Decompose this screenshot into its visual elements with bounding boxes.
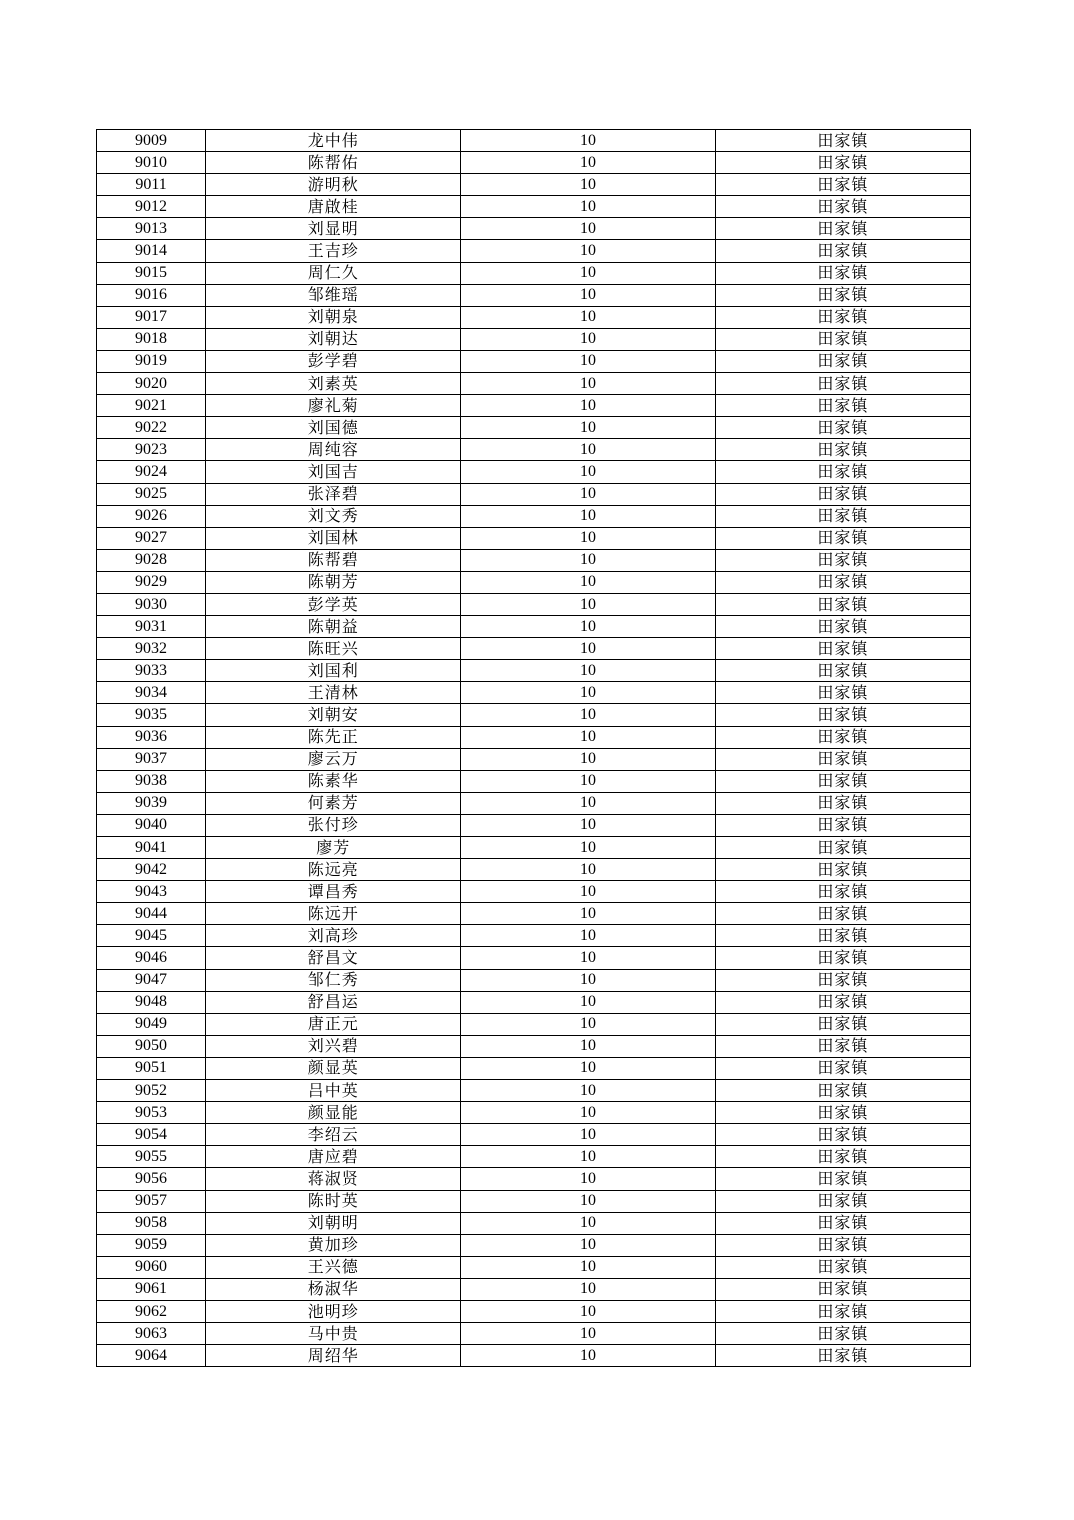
- table-row: [97, 1013, 971, 1035]
- table-row: [97, 306, 971, 328]
- cell-town: 田家镇: [715, 881, 970, 903]
- cell-name: 黄加珍: [206, 1234, 461, 1256]
- cell-amount: 10: [461, 1035, 715, 1057]
- cell-id: 9042: [97, 859, 206, 881]
- cell-id: 9029: [97, 571, 206, 593]
- cell-town: 田家镇: [715, 1124, 970, 1146]
- cell-id: 9024: [97, 461, 206, 483]
- cell-name: 王兴德: [206, 1256, 461, 1278]
- cell-amount: 10: [461, 439, 715, 461]
- cell-town: 田家镇: [715, 549, 970, 571]
- cell-town: 田家镇: [715, 350, 970, 372]
- cell-name: 何素芳: [206, 792, 461, 814]
- table-row: [97, 814, 971, 836]
- cell-name: 陈帮佑: [206, 152, 461, 174]
- cell-id: 9015: [97, 262, 206, 284]
- cell-name: 陈素华: [206, 770, 461, 792]
- cell-amount: 10: [461, 660, 715, 682]
- table-row: [97, 991, 971, 1013]
- cell-id: 9049: [97, 1013, 206, 1035]
- table-row: [97, 1212, 971, 1234]
- cell-amount: 10: [461, 549, 715, 571]
- cell-name: 彭学碧: [206, 350, 461, 372]
- cell-town: 田家镇: [715, 483, 970, 505]
- table-row: [97, 417, 971, 439]
- cell-id: 9016: [97, 284, 206, 306]
- cell-amount: 10: [461, 903, 715, 925]
- cell-amount: 10: [461, 571, 715, 593]
- cell-id: 9022: [97, 417, 206, 439]
- table-row: [97, 373, 971, 395]
- cell-id: 9063: [97, 1323, 206, 1345]
- cell-town: 田家镇: [715, 660, 970, 682]
- cell-id: 9052: [97, 1080, 206, 1102]
- cell-amount: 10: [461, 616, 715, 638]
- cell-id: 9010: [97, 152, 206, 174]
- cell-id: 9023: [97, 439, 206, 461]
- cell-name: 王吉珍: [206, 240, 461, 262]
- cell-id: 9054: [97, 1124, 206, 1146]
- cell-amount: 10: [461, 1212, 715, 1234]
- cell-town: 田家镇: [715, 328, 970, 350]
- cell-town: 田家镇: [715, 174, 970, 196]
- cell-id: 9020: [97, 373, 206, 395]
- cell-town: 田家镇: [715, 1345, 970, 1367]
- cell-amount: 10: [461, 881, 715, 903]
- cell-amount: 10: [461, 1190, 715, 1212]
- cell-name: 刘兴碧: [206, 1035, 461, 1057]
- table-row: [97, 1146, 971, 1168]
- cell-name: 谭昌秀: [206, 881, 461, 903]
- cell-name: 陈旺兴: [206, 638, 461, 660]
- cell-town: 田家镇: [715, 1256, 970, 1278]
- cell-town: 田家镇: [715, 130, 970, 152]
- cell-town: 田家镇: [715, 1323, 970, 1345]
- cell-amount: 10: [461, 395, 715, 417]
- cell-town: 田家镇: [715, 417, 970, 439]
- roster-table: [96, 129, 971, 1367]
- cell-town: 田家镇: [715, 527, 970, 549]
- table-row: [97, 1080, 971, 1102]
- cell-name: 舒昌文: [206, 947, 461, 969]
- cell-amount: 10: [461, 1124, 715, 1146]
- table-row: [97, 395, 971, 417]
- cell-id: 9057: [97, 1190, 206, 1212]
- cell-amount: 10: [461, 1146, 715, 1168]
- table-row: [97, 549, 971, 571]
- cell-amount: 10: [461, 505, 715, 527]
- cell-id: 9045: [97, 925, 206, 947]
- cell-town: 田家镇: [715, 616, 970, 638]
- cell-town: 田家镇: [715, 638, 970, 660]
- cell-amount: 10: [461, 1323, 715, 1345]
- cell-amount: 10: [461, 814, 715, 836]
- cell-town: 田家镇: [715, 461, 970, 483]
- table-row: [97, 1300, 971, 1322]
- cell-amount: 10: [461, 1080, 715, 1102]
- cell-id: 9012: [97, 196, 206, 218]
- cell-id: 9019: [97, 350, 206, 372]
- cell-name: 李绍云: [206, 1124, 461, 1146]
- cell-amount: 10: [461, 1013, 715, 1035]
- table-row: [97, 1323, 971, 1345]
- table-row: [97, 748, 971, 770]
- table-row: [97, 726, 971, 748]
- cell-name: 邹仁秀: [206, 969, 461, 991]
- cell-amount: 10: [461, 1256, 715, 1278]
- cell-name: 刘朝泉: [206, 306, 461, 328]
- cell-town: 田家镇: [715, 1080, 970, 1102]
- table-row: [97, 837, 971, 859]
- cell-name: 刘朝达: [206, 328, 461, 350]
- cell-id: 9039: [97, 792, 206, 814]
- table-row: [97, 1190, 971, 1212]
- cell-amount: 10: [461, 859, 715, 881]
- cell-amount: 10: [461, 1345, 715, 1367]
- cell-amount: 10: [461, 373, 715, 395]
- cell-name: 张泽碧: [206, 483, 461, 505]
- cell-id: 9058: [97, 1212, 206, 1234]
- cell-town: 田家镇: [715, 571, 970, 593]
- table-row: [97, 174, 971, 196]
- cell-name: 陈时英: [206, 1190, 461, 1212]
- table-row: [97, 1035, 971, 1057]
- cell-id: 9032: [97, 638, 206, 660]
- table-row: [97, 262, 971, 284]
- table-row: [97, 593, 971, 615]
- table-row: [97, 1345, 971, 1367]
- cell-town: 田家镇: [715, 991, 970, 1013]
- cell-id: 9041: [97, 837, 206, 859]
- cell-id: 9027: [97, 527, 206, 549]
- roster-table-body: [97, 130, 971, 1367]
- cell-id: 9040: [97, 814, 206, 836]
- cell-town: 田家镇: [715, 1300, 970, 1322]
- cell-amount: 10: [461, 350, 715, 372]
- table-row: [97, 770, 971, 792]
- cell-name: 龙中伟: [206, 130, 461, 152]
- cell-id: 9014: [97, 240, 206, 262]
- cell-id: 9013: [97, 218, 206, 240]
- cell-name: 刘素英: [206, 373, 461, 395]
- cell-town: 田家镇: [715, 373, 970, 395]
- cell-town: 田家镇: [715, 152, 970, 174]
- cell-name: 刘国利: [206, 660, 461, 682]
- table-row: [97, 483, 971, 505]
- cell-name: 蒋淑贤: [206, 1168, 461, 1190]
- cell-name: 刘文秀: [206, 505, 461, 527]
- cell-amount: 10: [461, 969, 715, 991]
- table-row: [97, 350, 971, 372]
- cell-town: 田家镇: [715, 284, 970, 306]
- cell-name: 张付珍: [206, 814, 461, 836]
- cell-name: 刘国德: [206, 417, 461, 439]
- table-row: [97, 969, 971, 991]
- table-row: [97, 1234, 971, 1256]
- cell-town: 田家镇: [715, 306, 970, 328]
- cell-id: 9030: [97, 593, 206, 615]
- table-row: [97, 328, 971, 350]
- cell-town: 田家镇: [715, 1013, 970, 1035]
- cell-town: 田家镇: [715, 770, 970, 792]
- cell-id: 9035: [97, 704, 206, 726]
- table-row: [97, 1057, 971, 1079]
- table-row: [97, 240, 971, 262]
- cell-amount: 10: [461, 306, 715, 328]
- cell-town: 田家镇: [715, 1212, 970, 1234]
- cell-town: 田家镇: [715, 1102, 970, 1124]
- table-row: [97, 903, 971, 925]
- cell-name: 池明珍: [206, 1300, 461, 1322]
- cell-town: 田家镇: [715, 1168, 970, 1190]
- cell-name: 周纯容: [206, 439, 461, 461]
- cell-id: 9026: [97, 505, 206, 527]
- cell-id: 9055: [97, 1146, 206, 1168]
- cell-id: 9044: [97, 903, 206, 925]
- cell-town: 田家镇: [715, 969, 970, 991]
- cell-amount: 10: [461, 682, 715, 704]
- cell-amount: 10: [461, 174, 715, 196]
- table-row: [97, 660, 971, 682]
- cell-amount: 10: [461, 417, 715, 439]
- cell-name: 刘朝安: [206, 704, 461, 726]
- cell-amount: 10: [461, 130, 715, 152]
- cell-id: 9034: [97, 682, 206, 704]
- cell-name: 唐正元: [206, 1013, 461, 1035]
- cell-amount: 10: [461, 218, 715, 240]
- table-row: [97, 505, 971, 527]
- cell-name: 陈先正: [206, 726, 461, 748]
- table-row: [97, 439, 971, 461]
- cell-id: 9048: [97, 991, 206, 1013]
- cell-amount: 10: [461, 1278, 715, 1300]
- cell-id: 9036: [97, 726, 206, 748]
- cell-name: 吕中英: [206, 1080, 461, 1102]
- cell-amount: 10: [461, 461, 715, 483]
- cell-amount: 10: [461, 748, 715, 770]
- cell-id: 9056: [97, 1168, 206, 1190]
- cell-amount: 10: [461, 328, 715, 350]
- cell-name: 刘高珍: [206, 925, 461, 947]
- cell-amount: 10: [461, 947, 715, 969]
- cell-amount: 10: [461, 483, 715, 505]
- cell-id: 9009: [97, 130, 206, 152]
- cell-town: 田家镇: [715, 1234, 970, 1256]
- cell-amount: 10: [461, 262, 715, 284]
- cell-id: 9060: [97, 1256, 206, 1278]
- cell-id: 9017: [97, 306, 206, 328]
- cell-amount: 10: [461, 638, 715, 660]
- cell-town: 田家镇: [715, 748, 970, 770]
- table-row: [97, 571, 971, 593]
- cell-town: 田家镇: [715, 726, 970, 748]
- table-row: [97, 152, 971, 174]
- cell-name: 游明秋: [206, 174, 461, 196]
- cell-id: 9011: [97, 174, 206, 196]
- cell-amount: 10: [461, 240, 715, 262]
- cell-id: 9043: [97, 881, 206, 903]
- cell-amount: 10: [461, 1300, 715, 1322]
- cell-town: 田家镇: [715, 439, 970, 461]
- table-row: [97, 704, 971, 726]
- table-row: [97, 196, 971, 218]
- cell-name: 唐应碧: [206, 1146, 461, 1168]
- cell-id: 9021: [97, 395, 206, 417]
- cell-amount: 10: [461, 837, 715, 859]
- cell-id: 9062: [97, 1300, 206, 1322]
- cell-name: 邹维瑶: [206, 284, 461, 306]
- table-row: [97, 792, 971, 814]
- cell-town: 田家镇: [715, 240, 970, 262]
- cell-amount: 10: [461, 726, 715, 748]
- cell-name: 杨淑华: [206, 1278, 461, 1300]
- cell-town: 田家镇: [715, 218, 970, 240]
- cell-name: 舒昌运: [206, 991, 461, 1013]
- cell-id: 9059: [97, 1234, 206, 1256]
- cell-town: 田家镇: [715, 1057, 970, 1079]
- table-row: [97, 527, 971, 549]
- table-row: [97, 1168, 971, 1190]
- cell-amount: 10: [461, 593, 715, 615]
- cell-id: 9031: [97, 616, 206, 638]
- cell-town: 田家镇: [715, 593, 970, 615]
- table-row: [97, 925, 971, 947]
- table-row: [97, 859, 971, 881]
- cell-amount: 10: [461, 1102, 715, 1124]
- cell-town: 田家镇: [715, 196, 970, 218]
- cell-town: 田家镇: [715, 1190, 970, 1212]
- cell-amount: 10: [461, 925, 715, 947]
- cell-town: 田家镇: [715, 505, 970, 527]
- table-row: [97, 682, 971, 704]
- cell-name: 刘国吉: [206, 461, 461, 483]
- cell-id: 9018: [97, 328, 206, 350]
- cell-name: 廖云万: [206, 748, 461, 770]
- cell-name: 颜显英: [206, 1057, 461, 1079]
- cell-town: 田家镇: [715, 395, 970, 417]
- cell-name: 廖礼菊: [206, 395, 461, 417]
- cell-name: 陈朝益: [206, 616, 461, 638]
- table-row: [97, 461, 971, 483]
- table-row: [97, 1124, 971, 1146]
- cell-town: 田家镇: [715, 792, 970, 814]
- table-row: [97, 947, 971, 969]
- cell-name: 周仁久: [206, 262, 461, 284]
- cell-amount: 10: [461, 284, 715, 306]
- table-row: [97, 1256, 971, 1278]
- cell-town: 田家镇: [715, 1146, 970, 1168]
- cell-amount: 10: [461, 1057, 715, 1079]
- table-row: [97, 130, 971, 152]
- table-row: [97, 638, 971, 660]
- cell-amount: 10: [461, 1168, 715, 1190]
- table-row: [97, 284, 971, 306]
- cell-town: 田家镇: [715, 837, 970, 859]
- cell-town: 田家镇: [715, 1278, 970, 1300]
- cell-town: 田家镇: [715, 704, 970, 726]
- cell-name: 彭学英: [206, 593, 461, 615]
- table-row: [97, 1102, 971, 1124]
- cell-name: 陈帮碧: [206, 549, 461, 571]
- table-row: [97, 881, 971, 903]
- cell-name: 刘国林: [206, 527, 461, 549]
- cell-id: 9038: [97, 770, 206, 792]
- cell-town: 田家镇: [715, 903, 970, 925]
- cell-amount: 10: [461, 991, 715, 1013]
- cell-amount: 10: [461, 527, 715, 549]
- cell-name: 颜显能: [206, 1102, 461, 1124]
- table-row: [97, 218, 971, 240]
- cell-id: 9061: [97, 1278, 206, 1300]
- cell-amount: 10: [461, 704, 715, 726]
- cell-id: 9037: [97, 748, 206, 770]
- cell-town: 田家镇: [715, 262, 970, 284]
- cell-id: 9046: [97, 947, 206, 969]
- cell-town: 田家镇: [715, 859, 970, 881]
- cell-name: 周绍华: [206, 1345, 461, 1367]
- cell-town: 田家镇: [715, 682, 970, 704]
- cell-town: 田家镇: [715, 1035, 970, 1057]
- cell-id: 9051: [97, 1057, 206, 1079]
- cell-id: 9053: [97, 1102, 206, 1124]
- cell-name: 刘朝明: [206, 1212, 461, 1234]
- cell-id: 9025: [97, 483, 206, 505]
- cell-amount: 10: [461, 792, 715, 814]
- cell-name: 陈远亮: [206, 859, 461, 881]
- cell-town: 田家镇: [715, 814, 970, 836]
- table-row: [97, 616, 971, 638]
- cell-name: 马中贵: [206, 1323, 461, 1345]
- cell-name: 廖芳: [206, 837, 461, 859]
- cell-town: 田家镇: [715, 925, 970, 947]
- cell-id: 9050: [97, 1035, 206, 1057]
- cell-name: 唐啟桂: [206, 196, 461, 218]
- cell-name: 刘显明: [206, 218, 461, 240]
- cell-amount: 10: [461, 1234, 715, 1256]
- cell-amount: 10: [461, 196, 715, 218]
- cell-id: 9033: [97, 660, 206, 682]
- cell-amount: 10: [461, 770, 715, 792]
- cell-name: 陈朝芳: [206, 571, 461, 593]
- cell-name: 陈远开: [206, 903, 461, 925]
- cell-id: 9047: [97, 969, 206, 991]
- table-row: [97, 1278, 971, 1300]
- cell-name: 王清林: [206, 682, 461, 704]
- cell-amount: 10: [461, 152, 715, 174]
- cell-id: 9064: [97, 1345, 206, 1367]
- cell-id: 9028: [97, 549, 206, 571]
- cell-town: 田家镇: [715, 947, 970, 969]
